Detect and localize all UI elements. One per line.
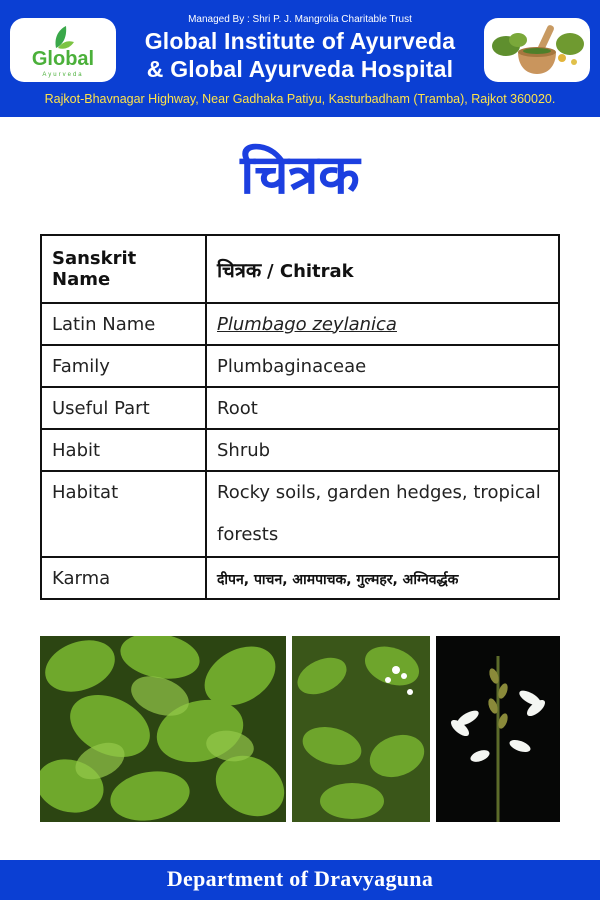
row-label: Family (41, 345, 206, 387)
leaves-photo (40, 636, 286, 822)
logo-word: Global (31, 48, 95, 70)
table-row-sanskrit (41, 235, 559, 303)
institute-title: Global Institute of Ayurveda (144, 28, 456, 54)
white-flowers-illustration (436, 636, 560, 822)
department-text: Department of Dravyaguna (166, 866, 434, 891)
flowering-shrub-photo (292, 636, 430, 822)
karma-value: दीपन, पाचन, आमपाचक, गुल्महर, अग्निवर्द्धक (217, 571, 459, 588)
shrub-illustration (292, 636, 430, 822)
row-value: Shrub (206, 429, 559, 471)
row-label: Habitat (41, 471, 206, 557)
sanskrit-en: / Chitrak (267, 260, 354, 282)
herb-title: चित्रक (240, 143, 360, 206)
header-banner (0, 0, 600, 117)
herbs-mortar-image (484, 18, 590, 82)
row-value: Plumbaginaceae (206, 345, 559, 387)
address-text: Rajkot-Bhavnagar Highway, Near Gadhaka Patiyu, Kasturbadham (Tramba), Rajkot 360020. (44, 92, 556, 106)
managed-by-text: Managed By : Shri P. J. Mangrolia Charitable Trust (188, 14, 412, 25)
row-value (206, 303, 559, 345)
row-label: Habit (41, 429, 206, 471)
row-label: Latin Name (41, 303, 206, 345)
sanskrit-hindi: चित्रक (217, 257, 262, 282)
leaves-illustration (40, 636, 286, 822)
table-row (41, 303, 559, 345)
sanskrit-value (206, 235, 559, 303)
sanskrit-label: Sanskrit Name (41, 235, 206, 303)
row-label: Useful Part (41, 387, 206, 429)
logo-sub: Ayurveda (42, 72, 84, 78)
row-label: Karma (41, 557, 206, 599)
row-value (206, 557, 559, 599)
herb-info-table (40, 234, 560, 600)
table-row (41, 471, 559, 557)
hospital-title: & Global Ayurveda Hospital (146, 56, 454, 82)
row-value: Rocky soils, garden hedges, tropical forests (206, 471, 559, 557)
table-row (41, 557, 559, 599)
table-row (41, 345, 559, 387)
latin-name-value: Plumbago zeylanica (217, 313, 397, 335)
mortar-pestle-icon (484, 18, 590, 82)
table-row (41, 387, 559, 429)
table-row (41, 429, 559, 471)
white-flowers-photo (436, 636, 560, 822)
row-value: Root (206, 387, 559, 429)
footer-banner (0, 860, 600, 900)
